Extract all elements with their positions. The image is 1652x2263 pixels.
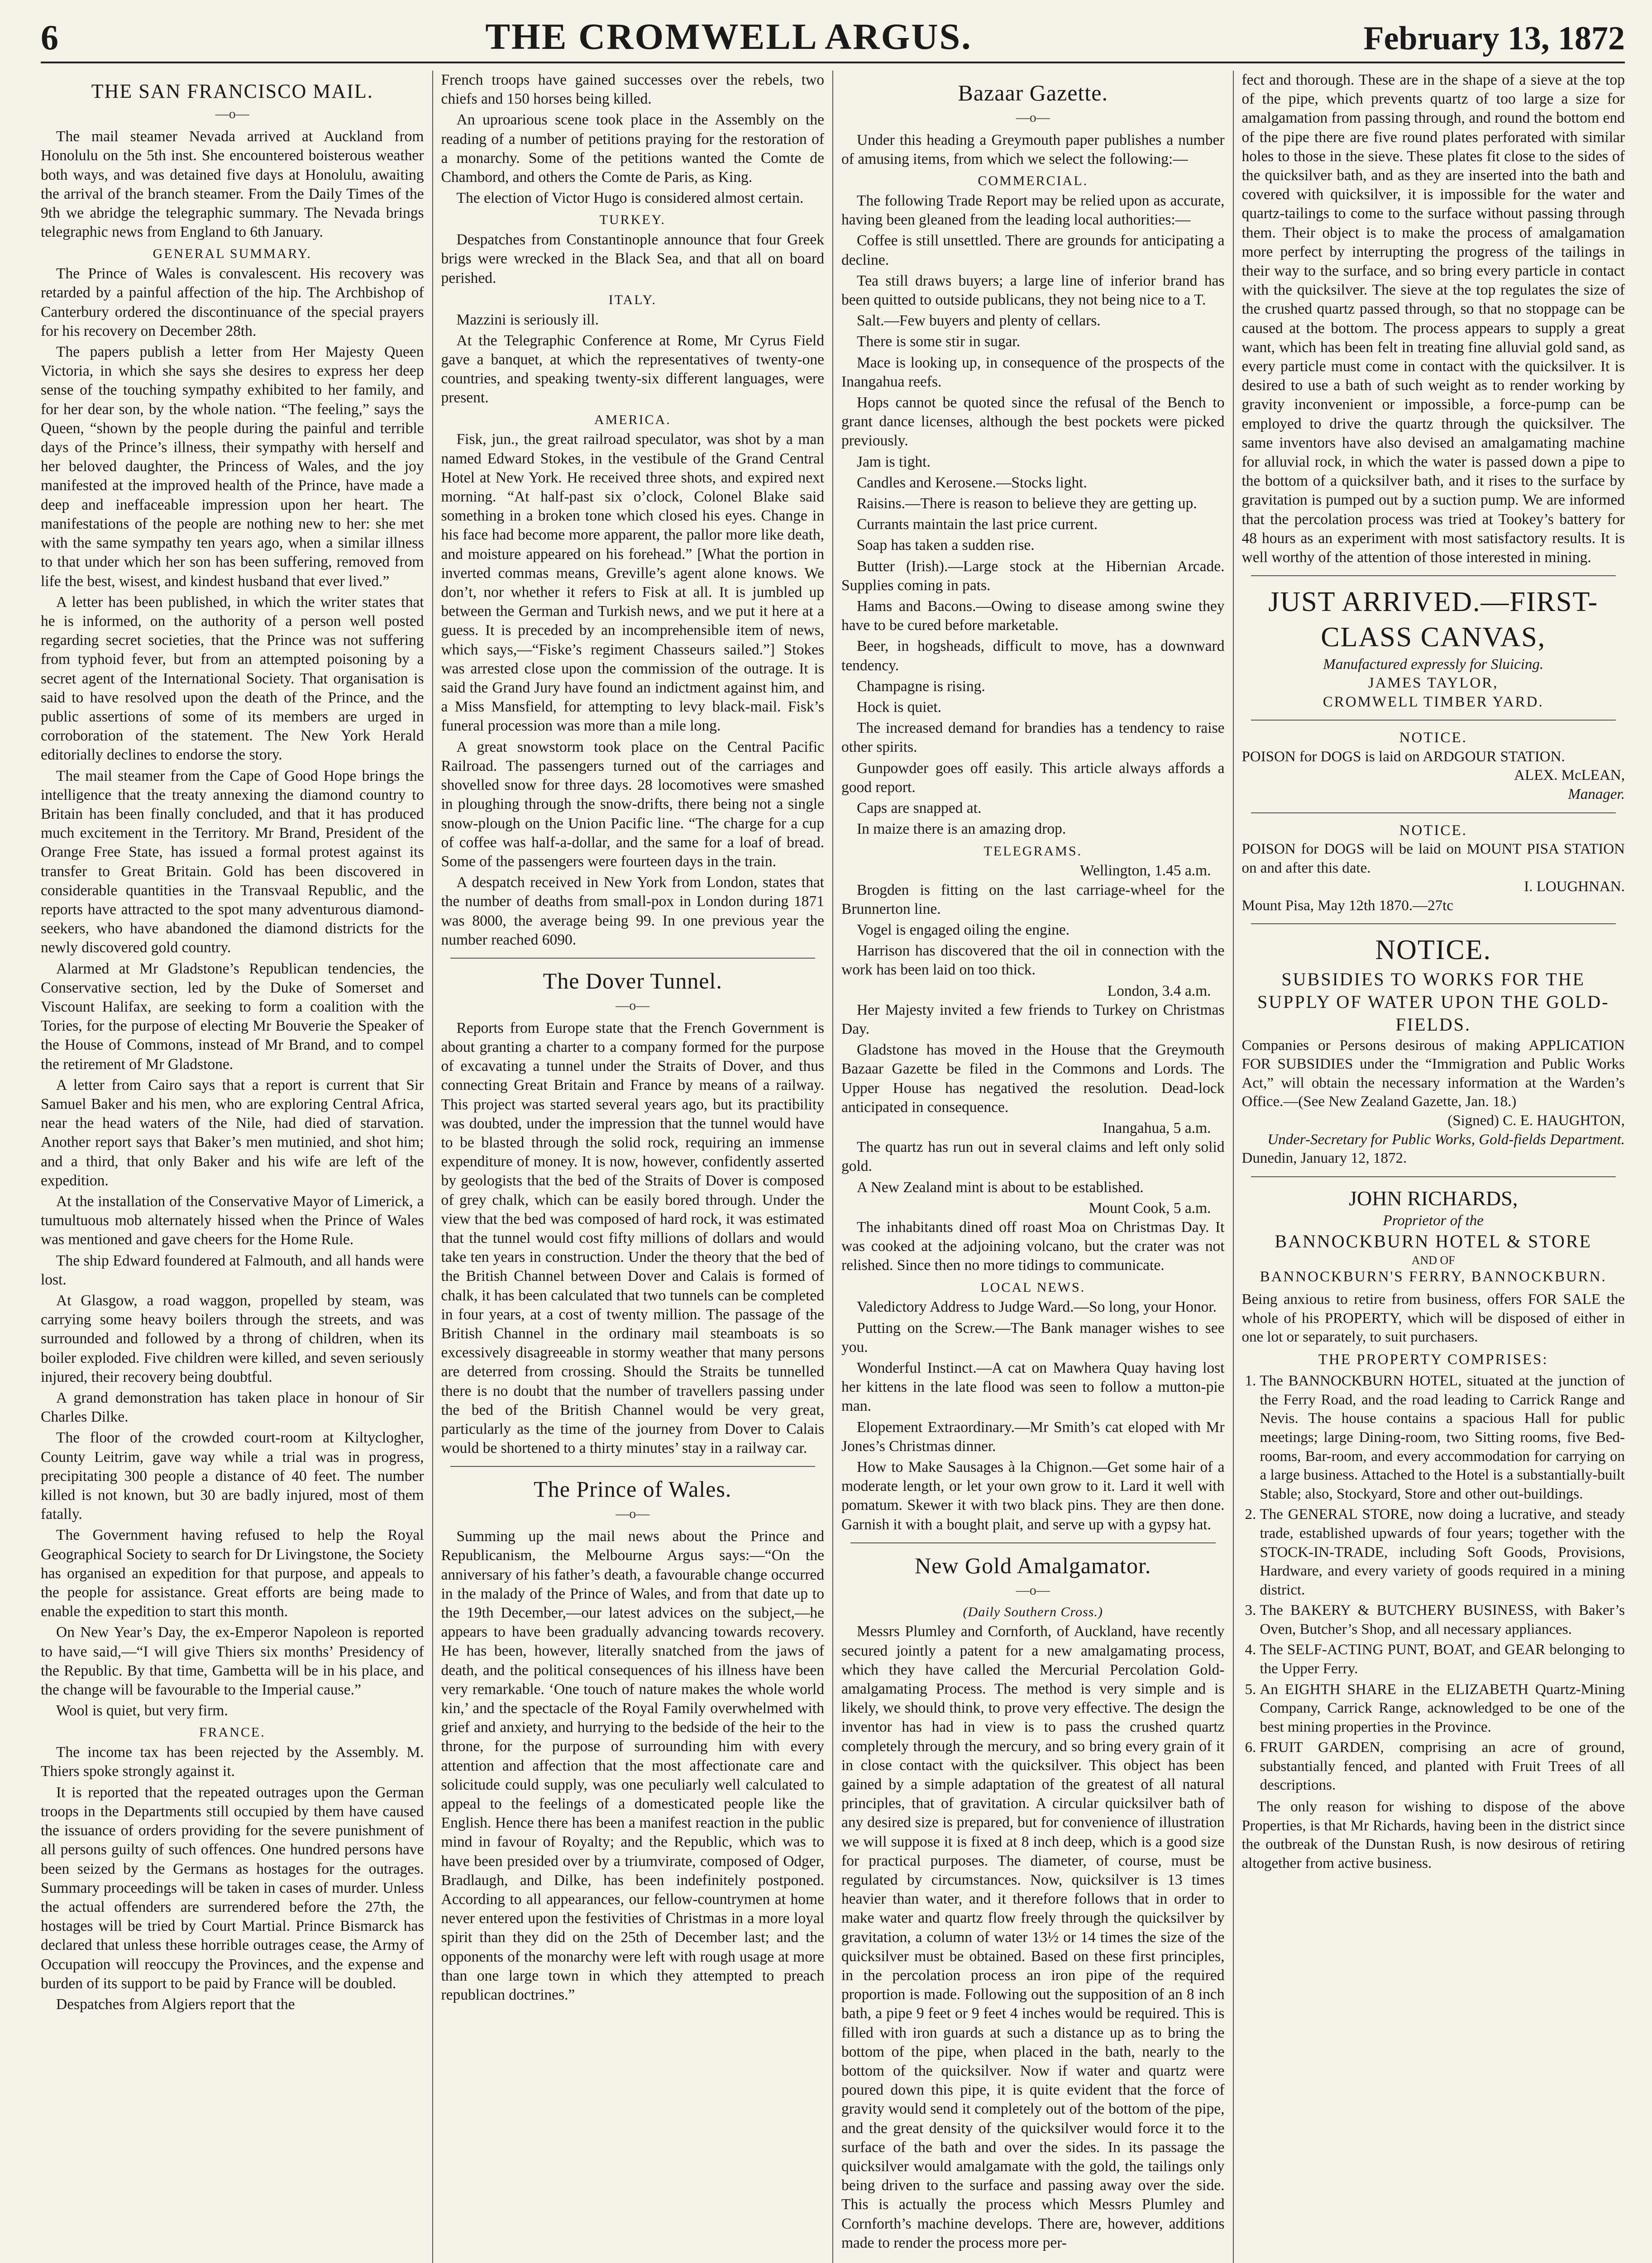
divider (1251, 812, 1616, 813)
divider (1251, 575, 1616, 576)
dateline: Inangahua, 5 a.m. (1103, 1119, 1211, 1136)
notice-heading: NOTICE. (1375, 935, 1492, 966)
dateline: London, 3.4 a.m. (1107, 982, 1211, 999)
paragraph: Caps are snapped at. (857, 800, 982, 817)
paragraph: Valedictory Address to Judge Ward.—So long, your Honor. (857, 1299, 1217, 1316)
ad-intro: Being anxious to retire from business, offers FOR SALE the whole of his PROPERTY, which will be disposed of either in one lot or separately, to suit purchasers. (1241, 1291, 1625, 1346)
notice-role: Manager. (1568, 786, 1625, 802)
paragraph: Mazzini is seriously ill. (456, 311, 599, 328)
paragraph: A letter has been published, in which the writer states that he is informed, on the authority of a person well posted regarding secret societies, that the Prince was not suffering from typhoid fever, but from an attempted poisoning by a secret agent of the International Society. That organisation is said to have resolved upon the death of the Prince, and the public assertions of some of its members are urged in corroboration of the statement. The New York Herald editorially declines to endorse the story. (41, 593, 424, 764)
article-title: New Gold Amalgamator. (915, 1552, 1151, 1578)
section-subheading: LOCAL NEWS. (980, 1280, 1086, 1295)
section-subheading: GENERAL SUMMARY. (153, 246, 312, 262)
paragraph: Currants maintain the last price current. (857, 516, 1098, 533)
ornament: —o— (1016, 110, 1050, 125)
list-item: 2. The GENERAL STORE, now doing a lucrative, and steady trade, established upwards of four years; together with the STOCK-IN-TRADE, including Soft Goods, Provisions, Hardware, and every variety of goods required in a mining district. (1260, 1505, 1625, 1599)
paragraph: At the Telegraphic Conference at Rome, Mr Cyrus Field gave a banquet, at which the representatives of twenty-one countries, and speaking twenty-six different languages, were present. (441, 332, 824, 406)
paragraph: Reports from Europe state that the French Government is about granting a charter to a company formed for the purpose of excavating a tunnel under the Straits of Dover, and thus connecting Great Britain and France by means of a railway. This project was started several years ago, but its practibility was doubted, under the impression that the tunnel would have to be blasted through the solid rock, requiring an immense expenditure of money. It is now, however, confidently asserted by geologists that the bed of the Straits of Dover is composed of grey chalk, which can be easily bored through. Under the view that the bed was composed of hard rock, it was estimated that the tunnel would cost fifty millions of dollars and would take ten years in construction. Under the theory that the bed of the British Channel between Dover and Calais is formed of chalk, it has been calculated that two tunnels can be completed in four years, at a cost of twenty million. The passage of the British Channel in the ordinary mail steamboats is so excessively disagreeable in stormy weather that many persons are deterred from crossing. Should the Straits be tunnelled there is no doubt that the number of travellers passing under the bed of the British Channel would be very great, particularly as the time of the journey from Dover to Calais would be shortened to a thirty minutes’ stay in a railway car. (441, 1019, 824, 1457)
list-item: 4. The SELF-ACTING PUNT, BOAT, and GEAR belonging to the Upper Ferry. (1260, 1641, 1625, 1678)
paragraph: Wonderful Instinct.—A cat on Mawhera Quay having lost her kittens in the late flood was seen to follow a mutton-pie man. (841, 1359, 1225, 1415)
divider (1251, 1176, 1616, 1177)
bannockburn-advertisement (1242, 1185, 1625, 1873)
paragraph: Salt.—Few buyers and plenty of cellars. (857, 312, 1101, 329)
page-number: 6 (41, 18, 58, 57)
paragraph: The floor of the crowded court-room at Kiltyclogher, County Leitrim, gave way while a trial was in progress, precipitating 300 people a distance of 40 feet. The number killed is not known, but 30 are badly injured, most of them fatally. (41, 1429, 424, 1523)
notice-text: POISON for DOGS will be laid on MOUNT PISA STATION on and after this date. (1241, 841, 1625, 876)
ad-role: Proprietor of the (1383, 1212, 1484, 1229)
column-3 (832, 71, 1225, 2263)
article-title: The Prince of Wales. (534, 1476, 732, 1502)
paragraph: Her Majesty invited a few friends to Turkey on Christmas Day. (841, 1001, 1225, 1037)
paragraph: An uproarious scene took place in the Assembly on the reading of a number of petitions praying for the restoration of a monarchy. Some of the petitions wanted the Comte de Chambord, and others the Comte de Paris, as King. (441, 111, 824, 186)
notice-signature: (Signed) C. E. HAUGHTON, (1447, 1112, 1625, 1129)
notice-date: Mount Pisa, May 12th 1870.—27tc (1241, 897, 1453, 914)
paragraph: How to Make Sausages à la Chignon.—Get some hair of a moderate length, or let your own grow to it. Lard it well with pomatum. Skewer it with two black pins. They are then done. Garnish it with a bought plait, and serve up with a gypsy hat. (841, 1458, 1225, 1533)
divider (1251, 720, 1616, 721)
notice-heading: NOTICE. (1399, 822, 1467, 839)
ad-location: CROMWELL TIMBER YARD. (1323, 693, 1544, 710)
paragraph: A letter from Cairo says that a report is current that Sir Samuel Baker and his men, who are exploring Central Africa, near the head waters of the Nile, had died of starvation. Another report says that Baker’s men mutinied, and shot him; and a third, that only Baker and his wife are left of the expedition. (41, 1076, 424, 1189)
paragraph: Hams and Bacons.—Owing to disease among swine they have to be cured before marketable. (841, 598, 1225, 634)
article-title: The Dover Tunnel. (543, 968, 722, 993)
columns (41, 71, 1625, 2263)
paragraph: Despatches from Algiers report that the (56, 1996, 295, 2013)
paragraph: A great snowstorm took place on the Central Pacific Railroad. The passengers turned out of the carriages and shovelled snow for three days. 28 locomotives were smashed in ploughing through the snow-drifts, there being not a single snow-plough on the Union Pacific line. “The charge for a cup of coffee was half-a-dollar, and the same for a loaf of bread. Some of the passengers were fourteen days in the train. (441, 738, 824, 870)
paragraph: The increased demand for brandies has a tendency to raise other spirits. (841, 720, 1225, 756)
paragraph: Soap has taken a sudden rise. (857, 537, 1035, 554)
notice-text: Companies or Persons desirous of making APPLICATION FOR SUBSIDIES under the “Immigration and Public Works Act,” will obtain the necessary information at the Warden’s Office.—(See New Zealand Gazette, Jan. 18.) (1241, 1037, 1625, 1110)
notice-signature: ALEX. McLEAN, (1514, 767, 1625, 784)
paragraph: There is some stir in sugar. (857, 333, 1020, 350)
section-subheading: COMMERCIAL. (978, 173, 1089, 189)
paragraph: The Government having refused to help the Royal Geographical Society to search for Dr Livingstone, the Society has organised an expedition for that purpose, and appeals to the people for assistance. Great efforts are being made to enable the expedition to start this month. (41, 1527, 424, 1620)
paper-name: THE CROMWELL ARGUS. (485, 16, 972, 57)
divider (1251, 923, 1616, 924)
paragraph: Under this heading a Greymouth paper publishes a number of amusing items, from which we select the following:— (841, 131, 1225, 167)
section-subheading: AMERICA. (594, 412, 671, 427)
notice-mount-pisa (1242, 821, 1625, 916)
ad-headline: JUST ARRIVED.—FIRST-CLASS CANVAS, (1268, 587, 1599, 653)
paragraph: The election of Victor Hugo is considered almost certain. (456, 190, 804, 207)
paragraph: At the installation of the Conservative Mayor of Limerick, a tumultuous mob alternately hissed when the Prince of Wales was mentioned and gave cheers for the Home Rule. (41, 1193, 424, 1248)
canvas-advertisement (1242, 584, 1625, 711)
paragraph: Hops cannot be quoted since the refusal of the Bench to grant dance licenses, although the best pockets were picked previously. (841, 394, 1225, 449)
paragraph: Coffee is still unsettled. There are grounds for anticipating a decline. (841, 232, 1225, 268)
list-item: 6. FRUIT GARDEN, comprising an acre of ground, substantially fenced, and planted with Fruit Trees of all descriptions. (1260, 1738, 1625, 1795)
paragraph: Wool is quiet, but very firm. (56, 1702, 228, 1719)
paragraph: The Prince of Wales is convalescent. His recovery was retarded by a painful affection of the hip. The Archbishop of Canterbury ordered the discontinuance of the special prayers for his recovery on December 28th. (41, 265, 424, 339)
paragraph: Alarmed at Mr Gladstone’s Republican tendencies, the Conservative section, led by the Duke of Somerset and Viscount Halifax, are seeking to form a coalition with the Tories, for the purpose of electing Mr Bouverie the Speaker of the House of Commons, instead of Mr Brand, and to compel the retirement of Mr Gladstone. (41, 960, 424, 1073)
notice-date: Dunedin, January 12, 1872. (1241, 1150, 1407, 1167)
paragraph: Brogden is fitting on the last carriage-wheel for the Brunnerton line. (841, 881, 1225, 917)
paragraph: A New Zealand mint is about to be established. (857, 1179, 1144, 1196)
paragraph: Messrs Plumley and Cornforth, of Auckland, have recently secured jointly a patent for a new amalgamating process, which they have called the Mercurial Percolation Gold-amalgamating Process. The method is very simple and is likely, we should think, to prove very effective. The design the inventor has had in view is to pass the crushed quartz completely through the mercury, and so bring every grain of it in close contact with the quicksilver. This object has been gained by a simple adaptation of the greatest of all natural principles, that of gravitation. A circular quicksilver bath of any desired size is prepared, but for convenience of illustration we will suppose it is fixed at 8 inch deep, which is a good size for practical purposes. The diameter, of course, must be regulated by circumstances. Now, quicksilver is 13 times heavier than water, and it therefore follows that in order to make water and quartz flow freely through the quicksilver by gravitation, a column of water 13½ or 14 times the size of the quicksilver must be obtained. Based on these first principles, in the percolation process an iron pipe of the required proportion is made. Following out the supposition of an 8 inch bath, a pipe 9 feet or 9 feet 4 inches would be required. This is filled with iron guards at such a distance up as to bring the bottom of the pipe, when placed in the bath, nearly to the bottom of the quicksilver. Now if water and quartz were poured down this pipe, it is quite evident that the force of gravity would send it completely out of the bottom of the pipe, and the great density of the quicksilver would force it to the surface of the bath and over the sides. In its passage the quicksilver would amalgamate with the gold, the tailings only being driven to the surface and passing away over the side. This is actually the process which Messrs Plumley and Cornforth’s machine develops. There are, however, additions made to render the process more per- (841, 1623, 1225, 2251)
ad-hotel: BANNOCKBURN HOTEL & STORE (1275, 1231, 1592, 1252)
paragraph: Summing up the mail news about the Prince and Republicanism, the Melbourne Argus says:—“On the anniversary of his father’s death, a favourable change occurred in the malady of the Prince of Wales, and from that date up to the 19th December,—our latest advices on the subject,—he appears to have been gradually advancing towards recovery. He has been, however, literally snatched from the jaws of death, and the political consequences of his illness have been very remarkable. ‘One touch of nature makes the whole world kin,’ and the spectacle of the Royal Family overwhelmed with grief and anxiety, and hurrying to the bedside of the heir to the throne, for the purpose of surrounding him with every attention and affection that the most affectionate care and solicitude could supply, was one peculiarly well calculated to appeal to the feelings of a domesticated people like the English. Hence there has been a manifest reaction in the public mind in favour of Royalty; and the Republic, which was to have been presided over by a triumvirate, composed of Odger, Bradlaugh, and Dilke, has been indefinitely postponed. According to all appearances, our fellow-countrymen at home never entered upon the festivities of Christmas in a more loyal spirit than they did on the 25th of December last; and the opponents of the monarchy were left with rough usage at more than one large town in which they attempted to preach republican doctrines.” (441, 1528, 824, 2004)
paragraph: Champagne is rising. (857, 678, 985, 695)
paragraph: fect and thorough. These are in the shape of a sieve at the top of the pipe, which prevents quartz of too large a size for amalgamation from passing through, and round the bottom end of the pipe there are five round plates perforated with similar holes to those in the sieve. These plates fit close to the sides of the quicksilver bath, and as they are inserted into the bath and covered with quicksilver, it is impossible for the water and quartz-tailings to come to the surface without passing through them. Their object is to make the process of amalgamation more perfect by interrupting the progress of the tailings in their way to the surface, and so bring every particle in contact with the quicksilver. The sieve at the top regulates the size of the crushed quartz passed through, so that no stoppage can be caused at the bottom. The process appears to supply a great want, which has been felt in treating fine alluvial gold sand, as every particle must come in contact with the quicksilver. It is desired to use a bath of such weight as to render working by gravity inconvenient or impossible, a force-pump can be employed to drive the quartz through the quicksilver. The same inventors have also devised an amalgamating machine for alluvial rock, in which the water is passed down a pipe to the bottom of a quicksilver bath, and it rises to the surface by gravitation is pumped out by a suction pump. We are informed that the percolation process was tried at Tookey’s battery for 48 hours as an experiment with most satisfactory results. It is well worthy of the attention of those interested in mining. (1241, 72, 1625, 566)
issue-date: February 13, 1872 (1363, 20, 1625, 57)
column-2 (432, 71, 825, 2263)
paragraph: The inhabitants dined off roast Moa on Christmas Day. It was cooked at the adjoining volcano, but the crater was not relished. Since then no more tidings to communicate. (841, 1218, 1225, 1274)
ornament: —o— (616, 998, 650, 1013)
paragraph: Harrison has discovered that the oil in connection with the work has been laid on too thick. (841, 942, 1225, 979)
column-4 (1233, 71, 1625, 2263)
paragraph: Hock is quiet. (857, 699, 942, 716)
property-list (1242, 1372, 1625, 1795)
paragraph: Vogel is engaged oiling the engine. (857, 921, 1070, 938)
section-subheading: TURKEY. (599, 212, 666, 228)
paragraph: Butter (Irish).—Large stock at the Hibernian Arcade. Supplies coming in pats. (841, 558, 1225, 594)
paragraph: The mail steamer from the Cape of Good Hope brings the intelligence that the treaty annexing the diamond country to Britain has been finally concluded, and that it has produced much excitement in the Territory. Mr Brand, President of the Orange Free State, has issued a formal protest against its transfer to Great Britain. Gold has been discovered in considerable quantities in the Transvaal Republic, and the reports have attracted to the spot many adventurous diamond-seekers, who have abandoned the diamond districts for the newly discovered gold country. (41, 767, 424, 956)
article-title: Bazaar Gazette. (958, 80, 1108, 105)
list-item: 1. The BANNOCKBURN HOTEL, situated at the junction of the Ferry Road, and the road leading to Carrick Range and Nevis. The house contains a spacious Hall for public meetings; large Dining-room, two Sitting rooms, five Bed-rooms, Bar-room, and every accommodation for carrying on a large business. Attached to the Hotel is a substantially-built Stable; also, Stockyard, Store and other out-buildings. (1260, 1372, 1625, 1504)
paragraph: Beer, in hogsheads, difficult to move, has a downward tendency. (841, 638, 1225, 674)
notice-heading: NOTICE. (1399, 730, 1467, 746)
ornament: —o— (1016, 1582, 1050, 1598)
ornament: —o— (616, 1506, 650, 1522)
paragraph: Candles and Kerosene.—Stocks light. (857, 474, 1087, 491)
masthead (41, 18, 1625, 63)
paragraph: A grand demonstration has taken place in honour of Sir Charles Dilke. (41, 1389, 424, 1426)
article-credit: (Daily Southern Cross.) (963, 1604, 1103, 1619)
divider (450, 1466, 816, 1467)
divider (850, 1542, 1216, 1543)
paragraph: The papers publish a letter from Her Majesty Queen Victoria, in which she says she desires to express her deep sense of the touching sympathy exhibited to her family, and for her dear son, by the whole nation. “The feeling,” says the Queen, “shown by the people during the painful and terrible days of the Prince’s illness, their sympathy with herself and her beloved daughter, the Princess of Wales, and the joy manifested at the improved health of the Prince, have made a deep and ineffaceable impression upon her heart. The manifestations of the people are nothing new to her: she met with the same sympathy ten years ago, when a similar illness to that under which her son has been suffering, removed from life the best, wisest, and kindest husband that ever lived.” (41, 344, 424, 590)
ad-closing: The only reason for wishing to dispose of the above Properties, is that Mr Richards, having been in the district since the outbreak of the Dunstan Rush, is now desirous of retiring altogether from active business. (1241, 1799, 1625, 1872)
paragraph: Tea still draws buyers; a large line of inferior brand has been quitted to outside publicans, they not being nice to a T. (841, 272, 1225, 309)
notice-subsidies (1242, 932, 1625, 1168)
column-1 (41, 71, 424, 2263)
ad-tagline: Manufactured expressly for Sluicing. (1323, 656, 1544, 673)
paragraph: Jam is tight. (857, 453, 931, 470)
list-item: 5. An EIGHTH SHARE in the ELIZABETH Quartz-Mining Company, Carrick Range, acknowledged to be one of the best mining properties in the Province. (1260, 1681, 1625, 1737)
paragraph: The following Trade Report may be relied upon as accurate, having been gleaned from the leading local authorities:— (841, 192, 1225, 229)
ornament: —o— (215, 106, 249, 122)
paragraph: Fisk, jun., the great railroad speculator, was shot by a man named Edward Stokes, in the vestibule of the Grand Central Hotel at New York. He received three shots, and expired next morning. “At half-past six o’clock, Colonel Blake said something in a broken tone which closed his eyes. Change in his face had become more apparent, the pallor more like death, and moisture appeared on his forehead.” [What the portion in inverted commas means, Greville’s agent alone knows. We don’t, nor whether it refers to Fisk at all. It is jumbled up between the German and Turkish news, and we put it here at a guess. It is preceded by an incomprehensible item of news, which says,—“Fiske’s regiment Chasseurs sailed.”] Stokes was arrested close upon the commission of the outrage. It is said the Grand Jury have found an indictment against him, and a Miss Mansfield, for attempting to levy black-mail. Fisk’s funeral procession was more than a mile long. (441, 431, 824, 735)
paragraph: The quartz has run out in several claims and left only solid gold. (841, 1139, 1225, 1175)
paragraph: The mail steamer Nevada arrived at Auckland from Honolulu on the 5th inst. She encountered boisterous weather both ways, and was detained five days at Honolulu, awaiting the arrival of the branch steamer. From the Daily Times of the 9th we abridge the telegraphic summary. The Nevada brings telegraphic news from England to 6th January. (41, 128, 424, 241)
paragraph: At Glasgow, a road waggon, propelled by steam, was carrying some heavy boilers through the streets, and was surrounded and followed by a throng of children, when its boiler exploded. Five children were killed, and seven seriously injured, their recovery being doubtful. (41, 1292, 424, 1385)
paragraph: Gunpowder goes off easily. This article always affords a good report. (841, 759, 1225, 796)
ad-merchant: JAMES TAYLOR, (1368, 675, 1499, 692)
section-subheading: FRANCE. (199, 1725, 266, 1740)
notice-signature: I. LOUGHNAN. (1524, 878, 1625, 895)
notice-ardgour (1242, 729, 1625, 804)
paragraph: Despatches from Constantinople announce that four Greek brigs were wrecked in the Black Sea, and that all on board perished. (441, 231, 824, 286)
notice-text: POISON for DOGS is laid on ARDGOUR STATION. (1241, 748, 1565, 765)
section-subheading: ITALY. (608, 292, 657, 307)
dateline: Wellington, 1.45 a.m. (1080, 862, 1211, 879)
ad-ferry: BANNOCKBURN'S FERRY, BANNOCKBURN. (1260, 1269, 1607, 1285)
paragraph: French troops have gained successes over the rebels, two chiefs and 150 horses being killed. (441, 72, 824, 108)
article-title: THE SAN FRANCISCO MAIL. (91, 80, 373, 102)
paragraph: Mace is looking up, in consequence of the prospects of the Inangahua reefs. (841, 354, 1225, 390)
dateline: Mount Cook, 5 a.m. (1089, 1199, 1211, 1217)
divider (450, 958, 816, 959)
ad-proprietor: JOHN RICHARDS, (1349, 1186, 1518, 1210)
list-item: 3. The BAKERY & BUTCHERY BUSINESS, with Baker’s Oven, Butcher’s Shop, and all necessary appliances. (1260, 1601, 1625, 1639)
paragraph: A despatch received in New York from London, states that the number of deaths from small-pox in London during 1871 was 8000, the average being 99. In one previous year the number reached 6090. (441, 874, 824, 948)
notice-title: SUBSIDIES TO WORKS FOR THE SUPPLY OF WATER UPON THE GOLD-FIELDS. (1257, 969, 1609, 1035)
paragraph: The income tax has been rejected by the Assembly. M. Thiers spoke strongly against it. (41, 1744, 424, 1780)
section-subheading: TELEGRAMS. (984, 843, 1082, 859)
paragraph: The ship Edward foundered at Falmouth, and all hands were lost. (41, 1252, 424, 1288)
paragraph: On New Year’s Day, the ex-Emperor Napoleon is reported to have said,—“I will give Thiers six months’ Presidency of the Republic. By that time, Gambetta will be in his place, and the change will be favourable to the Imperial cause.” (41, 1624, 424, 1699)
paragraph: In maize there is an amazing drop. (857, 821, 1066, 838)
paragraph: Putting on the Screw.—The Bank manager wishes to see you. (841, 1319, 1225, 1356)
paragraph: Gladstone has moved in the House that the Greymouth Bazaar Gazette be filed in the Commons and Lords. The Upper House has negatived the resolution. Dead-lock anticipated in consequence. (841, 1041, 1225, 1116)
ad-list-heading: THE PROPERTY COMPRISES: (1318, 1351, 1548, 1368)
paragraph: Raisins.—There is reason to believe they are getting up. (857, 495, 1197, 512)
paragraph: It is reported that the repeated outrages upon the German troops in the Departments still occupied by them have caused the issuance of orders providing for the severe punishment of all persons guilty of such offences. One hundred persons have been seized by the Germans as hostages for the outrages. Summary proceedings will be taken in cases of murder. Unless the actual offenders are surrendered before the 27th, the hostages will be tried by Court Martial. Prince Bismarck has declared that unless these horrible outrages cease, the Army of Occupation will reoccupy the Provinces, and the expense and burden of its support to be paid by France will be doubled. (41, 1784, 424, 1992)
paragraph: Elopement Extraordinary.—Mr Smith’s cat eloped with Mr Jones’s Christmas dinner. (841, 1418, 1225, 1455)
ad-and-of: AND OF (1411, 1253, 1455, 1267)
notice-role: Under-Secretary for Public Works, Gold-fields Department. (1267, 1131, 1625, 1148)
